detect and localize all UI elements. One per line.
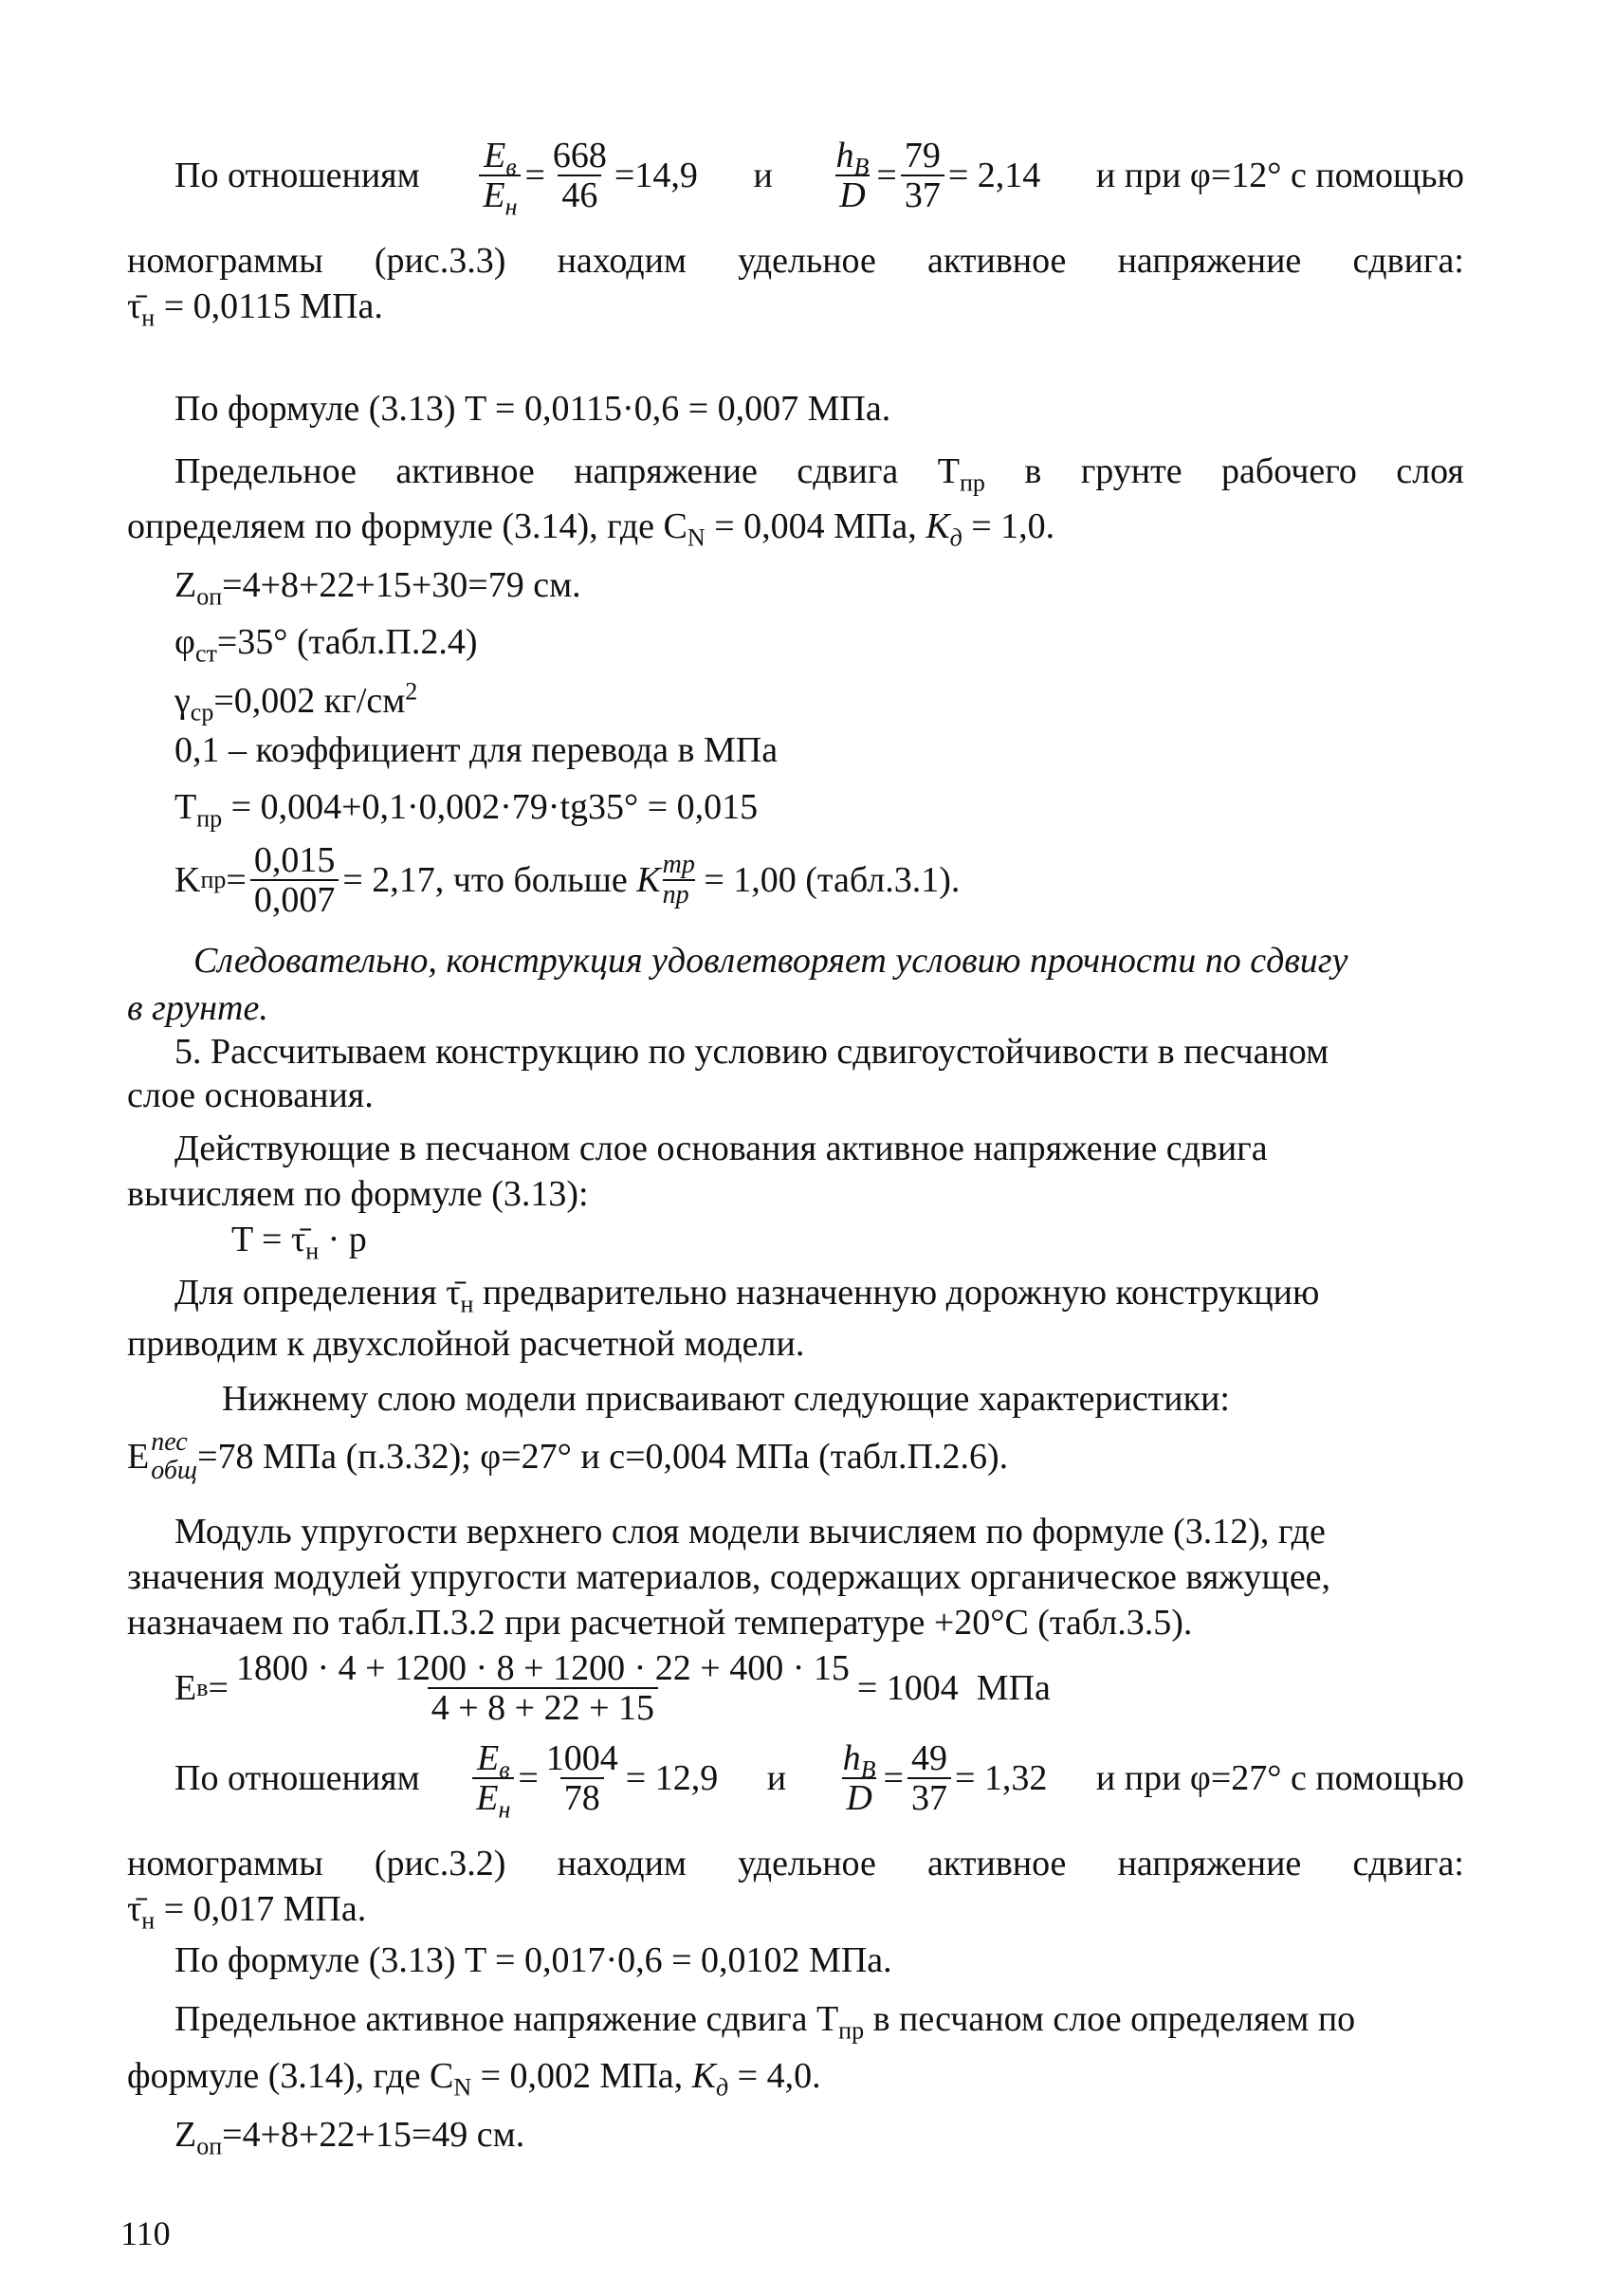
text: = 0,004 МПа, bbox=[705, 506, 926, 546]
paragraph-line bbox=[174, 1510, 1326, 1553]
conclusion-line bbox=[127, 986, 268, 1030]
formula-line bbox=[174, 387, 890, 431]
result: = 1004 МПа bbox=[856, 1668, 1051, 1708]
word: сдвига: bbox=[1352, 241, 1464, 281]
symbol-sub: пр bbox=[196, 804, 223, 833]
frac-num-sub: B bbox=[853, 153, 870, 181]
paragraph-line bbox=[127, 1074, 374, 1117]
symbol: E bbox=[174, 1668, 197, 1708]
symbol-sub: пр bbox=[838, 2016, 865, 2045]
frac-den: 4 + 8 + 22 + 15 bbox=[428, 1687, 658, 1727]
text: формуле (3.14), где C bbox=[127, 2056, 454, 2096]
text: назначаем по табл.П.3.2 при расчетной температуре +20°C (табл.3.5). bbox=[127, 1603, 1193, 1643]
text: значения модулей упругости материалов, содержащих органическое вяжущее, bbox=[127, 1557, 1331, 1597]
word bbox=[937, 450, 985, 497]
formula-text: По формуле (3.13) T = 0,0115·0,6 = 0,007 МПа. bbox=[174, 389, 891, 429]
fraction-eb bbox=[232, 1649, 853, 1727]
text: предварительно назначенную дорожную конструкцию bbox=[473, 1273, 1320, 1313]
text: =78 МПа (п.3.32); φ=27° и c=0,004 МПа (табл.П.2.6). bbox=[197, 1437, 1009, 1477]
equals: = bbox=[518, 1758, 539, 1798]
frac-den: 37 bbox=[901, 174, 944, 214]
word: находим bbox=[557, 1844, 687, 1883]
fraction-e-ratio bbox=[472, 1738, 514, 1824]
word: рабочего bbox=[1221, 451, 1357, 491]
eb-formula: E в = $\frac{1800 \cdot 4 + 1200 \cdot 8 + 1200 \cdot 22 + 400 \cdot 15}{4 + 8 + 22 + 15}$ = 1004 МПа bbox=[174, 1648, 1051, 1728]
frac-num: 79 bbox=[904, 136, 941, 175]
symbol: K bbox=[926, 506, 950, 546]
frac-num: 1800 · 4 + 1200 · 8 + 1200 · 22 + 400 · 15 bbox=[235, 1648, 850, 1688]
tau-sub: н bbox=[141, 303, 156, 332]
calc-line bbox=[174, 563, 581, 611]
tau-sub: н bbox=[141, 1906, 156, 1935]
paragraph-line bbox=[127, 1555, 1330, 1599]
paragraph-line bbox=[127, 239, 1464, 283]
frac-den: 78 bbox=[560, 1777, 604, 1817]
text: 5. Рассчитываем конструкцию по условию сдвигоустойчивости в песчаном bbox=[174, 1032, 1329, 1072]
calc-line bbox=[174, 785, 759, 833]
word: слоя bbox=[1396, 451, 1464, 491]
page-number: 110 bbox=[120, 2214, 171, 2252]
value: =0,002 кг/см bbox=[213, 681, 406, 721]
frac-num: 668 bbox=[552, 136, 607, 175]
tau-value-line bbox=[127, 285, 383, 332]
result: =14,9 bbox=[614, 156, 698, 195]
calc-line bbox=[174, 728, 778, 772]
paragraph-line bbox=[174, 1127, 1268, 1170]
word: удельное bbox=[738, 1844, 876, 1883]
word: сдвига: bbox=[1352, 1844, 1464, 1883]
text: = 1,00 (табл.3.1). bbox=[694, 860, 961, 900]
eb-formula-line bbox=[174, 1641, 1051, 1736]
tau-symbol: τ̄ bbox=[446, 1273, 461, 1313]
text: Модуль упругости верхнего слоя модели вычисляем по формуле (3.12), где bbox=[174, 1512, 1326, 1552]
ratio-line-1 bbox=[174, 133, 1464, 221]
ratio-line-2 bbox=[174, 1736, 1464, 1824]
symbol-sub: ст bbox=[194, 639, 217, 668]
symbol-sub: пр bbox=[959, 468, 985, 497]
symbol: K bbox=[636, 860, 661, 900]
frac-den: D bbox=[842, 1777, 875, 1817]
paragraph-line bbox=[174, 1271, 1320, 1318]
text: вычисляем по формуле (3.13): bbox=[127, 1174, 589, 1214]
frac-den-sub: н bbox=[498, 1795, 511, 1824]
fraction-h-ratio bbox=[832, 137, 872, 214]
paragraph-line bbox=[127, 1322, 804, 1366]
symbol-sub: д bbox=[949, 523, 962, 552]
text: и при φ=12° с помощью bbox=[1095, 156, 1464, 195]
symbol: γ bbox=[174, 681, 191, 721]
symbol-sub: оп bbox=[196, 2132, 223, 2160]
symbol-sub: N bbox=[687, 523, 706, 552]
text: = 4,0. bbox=[728, 2056, 821, 2096]
tau-value: = 0,0115 МПа. bbox=[155, 286, 383, 326]
text: Действующие в песчаном слое основания активное напряжение сдвига bbox=[174, 1129, 1268, 1168]
equals: = bbox=[883, 1758, 904, 1798]
frac-den: D bbox=[835, 174, 869, 214]
modulus-line bbox=[127, 1428, 1008, 1485]
frac-num: E bbox=[484, 136, 506, 175]
word: напряжение bbox=[1117, 241, 1302, 281]
text: и bbox=[753, 156, 773, 195]
frac-num: E bbox=[477, 1738, 500, 1778]
word: Предельное bbox=[174, 451, 357, 491]
word: активное bbox=[927, 241, 1067, 281]
symbol: T bbox=[937, 451, 960, 491]
equals: = bbox=[876, 156, 897, 195]
frac-num-sub: в bbox=[505, 153, 517, 181]
symbol: E bbox=[127, 1437, 150, 1477]
word: номограммы bbox=[127, 1844, 323, 1883]
tau-sub: н bbox=[460, 1290, 474, 1318]
word: напряжение bbox=[1117, 1844, 1302, 1883]
formula-text: T = τ̄ bbox=[231, 1220, 306, 1259]
calc-line bbox=[174, 620, 478, 668]
paragraph-line bbox=[174, 450, 1464, 497]
symbol: T bbox=[174, 787, 197, 827]
frac-den: E bbox=[483, 175, 505, 215]
paragraph-line bbox=[127, 2054, 821, 2102]
text: Следовательно, конструкция удовлетворяет условию прочности по сдвигу bbox=[193, 941, 1348, 981]
frac-num: 0,015 bbox=[253, 840, 336, 880]
equals: = bbox=[208, 1668, 229, 1708]
calc-line bbox=[174, 2113, 525, 2160]
text: Предельное активное напряжение сдвига T bbox=[174, 1999, 839, 2039]
text: слое основания. bbox=[127, 1075, 374, 1115]
symbol-sub: оп bbox=[196, 582, 223, 611]
symbol: Z bbox=[174, 2115, 197, 2155]
paragraph-line bbox=[222, 1377, 1230, 1421]
paragraph-line bbox=[127, 505, 1055, 552]
equals: = bbox=[226, 860, 247, 900]
text: Нижнему слою модели присваивают следующие характеристики: bbox=[222, 1379, 1230, 1419]
e-index-stack bbox=[151, 1428, 197, 1485]
formula-text: · p bbox=[319, 1220, 367, 1259]
result: = 2,17 bbox=[342, 860, 435, 900]
kpr-formula-line bbox=[174, 833, 960, 928]
paragraph-line bbox=[127, 1842, 1464, 1885]
fraction-e-ratio bbox=[479, 136, 521, 221]
frac-num: 1004 bbox=[545, 1738, 618, 1778]
word: (рис.3.3) bbox=[374, 241, 506, 281]
fraction-h-values bbox=[907, 1739, 951, 1817]
word: активное bbox=[927, 1844, 1067, 1883]
tau-value-line bbox=[127, 1887, 367, 1935]
word: напряжение bbox=[574, 451, 758, 491]
tau-symbol: τ̄ bbox=[127, 1889, 142, 1929]
text: и при φ=27° с помощью bbox=[1095, 1758, 1464, 1798]
e-general bbox=[127, 1428, 1008, 1485]
superscript: 2 bbox=[405, 677, 418, 706]
formula-text: По формуле (3.13) T = 0,017·0,6 = 0,0102 МПа. bbox=[174, 1940, 892, 1980]
fraction-h-values bbox=[901, 137, 944, 214]
text: и bbox=[766, 1758, 787, 1798]
frac-den: 46 bbox=[558, 174, 601, 214]
symbol: φ bbox=[174, 622, 195, 662]
frac-num: h bbox=[842, 1738, 861, 1778]
fraction-e-values bbox=[549, 137, 611, 214]
formula-line bbox=[174, 1938, 892, 1982]
word: удельное bbox=[738, 241, 876, 281]
conclusion-line bbox=[193, 939, 1348, 983]
tau-symbol: τ̄ bbox=[127, 286, 142, 326]
text: , что больше bbox=[434, 860, 637, 900]
text: = 1,0. bbox=[962, 506, 1055, 546]
word: (рис.3.2) bbox=[374, 1844, 506, 1883]
text: приводим к двухслойной расчетной модели. bbox=[127, 1324, 805, 1364]
fraction-kpr bbox=[250, 841, 339, 919]
paragraph-line bbox=[174, 1997, 1356, 2045]
tau-value: = 0,017 МПа. bbox=[155, 1889, 367, 1929]
word: сдвига bbox=[797, 451, 899, 491]
text: 0,1 – коэффициент для перевода в МПа bbox=[174, 730, 779, 770]
value: =4+8+22+15=49 см. bbox=[222, 2115, 525, 2155]
symbol: Z bbox=[174, 565, 197, 605]
text: По отношениям bbox=[174, 156, 420, 195]
frac-den: E bbox=[476, 1778, 499, 1818]
symbol-sub: н bbox=[305, 1237, 320, 1265]
frac-den: 37 bbox=[907, 1777, 951, 1817]
kpr-formula: K пр = $\frac{0,015}{0,007}$ = 2,17 , что больше K тр пр = 1,00 (табл.3.1). bbox=[174, 840, 961, 920]
fraction-h-ratio bbox=[839, 1739, 880, 1817]
text: По отношениям bbox=[174, 1758, 420, 1798]
value: = 0,004+0,1·0,002·79·tg35° = 0,015 bbox=[222, 787, 759, 827]
value: =4+8+22+15+30=79 см. bbox=[222, 565, 581, 605]
word: номограммы bbox=[127, 241, 323, 281]
frac-den-sub: н bbox=[504, 193, 518, 221]
text: в песчаном слое определяем по bbox=[864, 1999, 1356, 2039]
symbol: K bbox=[174, 860, 201, 900]
symbol-sup: тр bbox=[662, 850, 695, 879]
k-index-stack bbox=[663, 851, 695, 909]
paragraph-line bbox=[127, 1601, 1192, 1644]
text: Для определения bbox=[174, 1273, 447, 1313]
frac-den: 0,007 bbox=[250, 879, 339, 919]
word: в bbox=[1024, 451, 1042, 491]
text: = 0,002 МПа, bbox=[471, 2056, 692, 2096]
formula-ratio-1 bbox=[468, 1738, 719, 1824]
word: активное bbox=[395, 451, 535, 491]
frac-num: 49 bbox=[910, 1738, 947, 1778]
word: находим bbox=[557, 241, 687, 281]
symbol-sub: общ bbox=[151, 1456, 198, 1485]
formula-ratio-1 bbox=[475, 136, 698, 221]
frac-num: h bbox=[835, 136, 854, 175]
word: грунте bbox=[1080, 451, 1182, 491]
symbol-sub: д bbox=[715, 2073, 729, 2102]
frac-num-sub: B bbox=[860, 1755, 876, 1784]
symbol-sup: пес bbox=[151, 1427, 188, 1457]
result: = 12,9 bbox=[625, 1758, 719, 1798]
frac-num-sub: в bbox=[499, 1755, 510, 1784]
paragraph-line bbox=[174, 1030, 1464, 1074]
formula-ratio-2 bbox=[835, 1739, 1048, 1817]
fraction-e-values bbox=[542, 1739, 622, 1817]
result: = 1,32 bbox=[954, 1758, 1048, 1798]
result: = 2,14 bbox=[947, 156, 1041, 195]
paragraph-line bbox=[127, 1172, 589, 1216]
formula-line bbox=[231, 1218, 367, 1265]
text: в грунте. bbox=[127, 988, 268, 1028]
formula-ratio-2 bbox=[828, 137, 1040, 214]
symbol-sub: ср bbox=[190, 698, 214, 726]
symbol: K bbox=[691, 2056, 716, 2096]
equals: = bbox=[524, 156, 545, 195]
text: определяем по формуле (3.14), где C bbox=[127, 506, 687, 546]
calc-line bbox=[174, 677, 418, 726]
value: =35° (табл.П.2.4) bbox=[216, 622, 478, 662]
symbol-sub: пр bbox=[662, 880, 689, 909]
symbol-sub: N bbox=[453, 2073, 472, 2102]
